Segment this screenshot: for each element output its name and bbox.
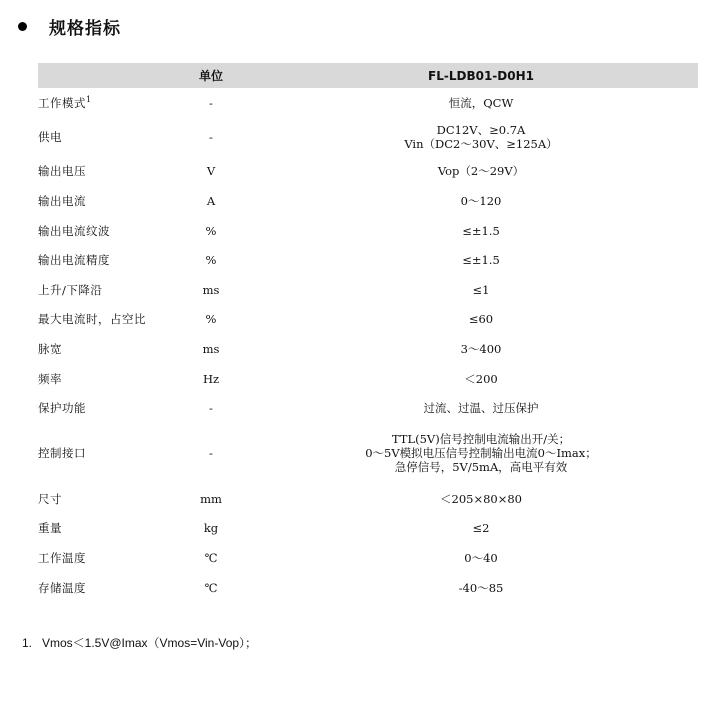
param-name: 供电 (38, 130, 62, 145)
value-cell (264, 216, 698, 246)
value-line: ≤±1.5 (462, 253, 500, 268)
value-cell (264, 573, 698, 603)
value-line: 恒流，QCW (448, 95, 514, 110)
value-cell (264, 334, 698, 364)
footnote-text: Vmos＜1.5V@Imax（Vmos=Vin-Vop）； (42, 636, 258, 650)
value-line: ＜200 (464, 371, 498, 386)
footnote-marker: 1 (86, 94, 92, 104)
value-line: 0～120 (460, 193, 502, 208)
value-line: 急停信号，5V/5mA，高电平有效 (394, 460, 568, 475)
param-name: 频率 (38, 371, 62, 386)
param-name-cell (38, 275, 158, 305)
param-name-cell (38, 573, 158, 603)
header-unit: 单位 (158, 63, 264, 88)
unit-cell: % (205, 312, 217, 327)
value-line: ≤1 (472, 282, 490, 297)
unit-cell: kg (203, 521, 219, 536)
param-name: 最大电流时，占空比 (38, 312, 146, 327)
spec-table (38, 63, 698, 602)
value-line: TTL(5V)信号控制电流输出开/关； (391, 432, 571, 447)
value-line: ≤60 (468, 312, 494, 327)
param-name: 输出电压 (38, 164, 86, 179)
param-name-cell (38, 423, 158, 484)
value-line: 0～40 (464, 550, 498, 565)
value-line: 3～400 (460, 341, 502, 356)
value-cell (264, 118, 698, 157)
bullet-icon (18, 22, 27, 31)
spec-table-body (38, 88, 698, 602)
param-name-cell (38, 88, 158, 118)
unit-cell: % (205, 223, 217, 238)
unit-cell: - (209, 130, 213, 145)
param-name-cell (38, 334, 158, 364)
table-row (38, 245, 698, 275)
table-row (38, 543, 698, 573)
param-name-cell (38, 484, 158, 514)
param-name-cell (38, 216, 158, 246)
value-line: Vin（DC2～30V、≥125A） (404, 137, 558, 152)
unit-cell: ℃ (204, 580, 218, 595)
table-row (38, 484, 698, 514)
value-cell (264, 393, 698, 423)
value-line: ≤±1.5 (462, 223, 500, 238)
param-name: 输出电流纹波 (38, 223, 110, 238)
value-line: ＜205×80×80 (440, 491, 522, 506)
unit-cell: - (209, 401, 213, 416)
param-name-cell (38, 118, 158, 157)
param-name-cell (38, 305, 158, 335)
value-cell (264, 484, 698, 514)
table-header-row (38, 63, 698, 88)
param-name: 上升/下降沿 (38, 282, 103, 297)
unit-cell: ms (202, 282, 220, 297)
value-cell (264, 514, 698, 544)
table-row (38, 186, 698, 216)
table-row (38, 364, 698, 394)
table-row (38, 393, 698, 423)
param-name-cell (38, 514, 158, 544)
value-line: ≤2 (472, 521, 490, 536)
param-name: 输出电流精度 (38, 253, 110, 268)
header-param (38, 63, 158, 88)
value-cell (264, 543, 698, 573)
table-row (38, 334, 698, 364)
param-name: 控制接口 (38, 446, 86, 461)
unit-cell: ms (202, 341, 220, 356)
param-name: 工作模式 (38, 95, 86, 110)
param-name: 重量 (38, 521, 62, 536)
table-row (38, 514, 698, 544)
unit-cell: V (206, 164, 216, 179)
unit-cell: ℃ (204, 550, 218, 565)
value-cell (264, 364, 698, 394)
section-heading (18, 14, 121, 39)
param-name: 存储温度 (38, 580, 86, 595)
unit-cell: A (206, 193, 216, 208)
table-row (38, 275, 698, 305)
unit-cell: % (205, 253, 217, 268)
table-row (38, 305, 698, 335)
param-name-cell (38, 157, 158, 187)
param-name-cell (38, 543, 158, 573)
param-name: 输出电流 (38, 193, 86, 208)
unit-cell: mm (200, 491, 222, 506)
param-name-cell (38, 393, 158, 423)
param-name: 脉宽 (38, 341, 62, 356)
param-name-cell (38, 186, 158, 216)
section-title: 规格指标 (49, 19, 121, 39)
unit-cell: - (209, 95, 213, 110)
table-row (38, 423, 698, 484)
value-cell (264, 305, 698, 335)
footnote-number: 1. (22, 636, 33, 650)
param-name-cell (38, 364, 158, 394)
table-row (38, 216, 698, 246)
value-cell (264, 275, 698, 305)
value-line: 0～5V模拟电压信号控制输出电流0～Imax； (365, 446, 597, 461)
header-model: FL-LDB01-D0H1 (264, 63, 698, 88)
value-line: -40～85 (458, 580, 504, 595)
value-line: Vop（2～29V） (437, 164, 525, 179)
param-name: 保护功能 (38, 401, 86, 416)
unit-cell: - (209, 446, 213, 461)
param-name: 工作温度 (38, 550, 86, 565)
value-cell (264, 88, 698, 118)
param-name-cell (38, 245, 158, 275)
param-name: 尺寸 (38, 491, 62, 506)
table-row (38, 88, 698, 118)
unit-cell: Hz (202, 371, 220, 386)
value-cell (264, 186, 698, 216)
value-line: DC12V、≥0.7A (436, 123, 526, 138)
footnote (22, 634, 257, 651)
table-row (38, 573, 698, 603)
table-row (38, 118, 698, 157)
value-line: 过流、过温、过压保护 (423, 401, 539, 416)
value-cell (264, 245, 698, 275)
value-cell (264, 157, 698, 187)
value-cell (264, 423, 698, 484)
table-row (38, 157, 698, 187)
